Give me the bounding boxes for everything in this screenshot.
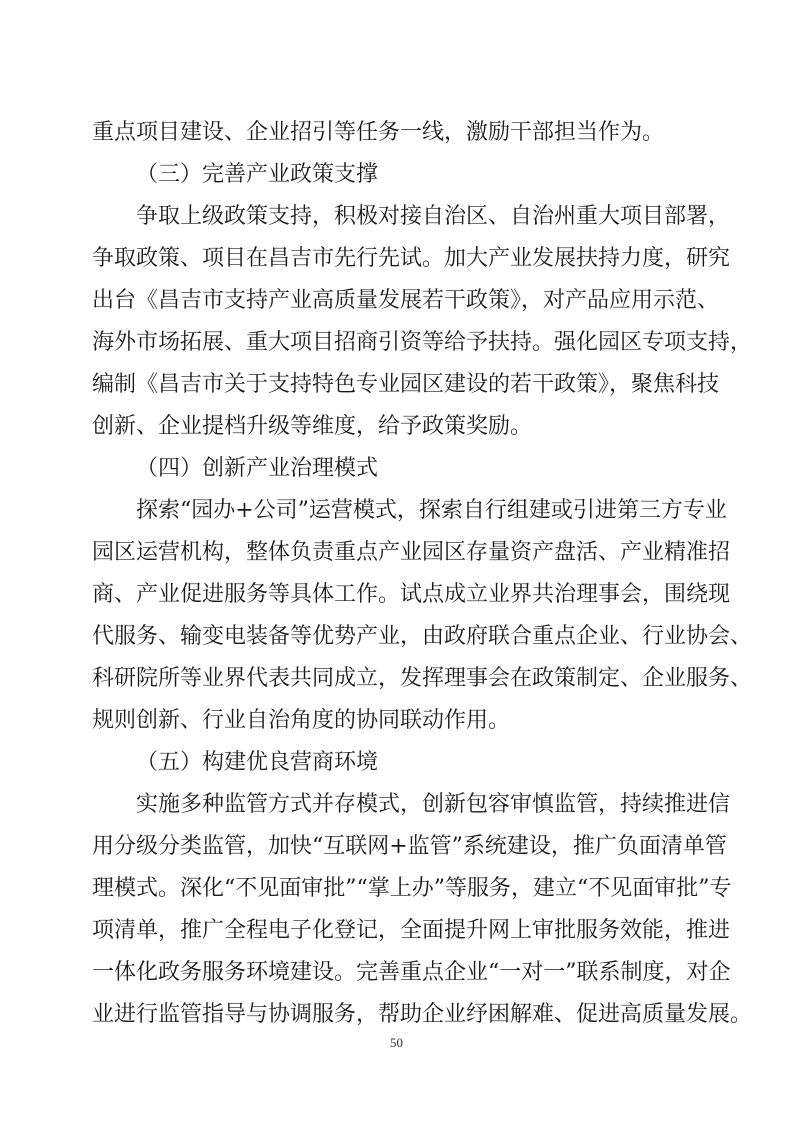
paragraph-line: 出台《昌吉市支持产业高质量发展若干政策》，对产品应用示范、 (92, 288, 720, 313)
paragraph-line: 项清单，推广全程电子化登记，全面提升网上审批服务效能，推进 (92, 918, 731, 943)
paragraph-line: 争取政策、项目在昌吉市先行先试。加大产业发展扶持力度，研究 (92, 246, 731, 271)
paragraph-line: 规则创新、行业自治角度的协同联动作用。 (92, 708, 511, 733)
paragraph-line: 海外市场拓展、重大项目招商引资等给予扶持。强化园区专项支持， (92, 330, 753, 355)
paragraph-line: 代服务、输变电装备等优势产业，由政府联合重点企业、行业协会、 (92, 624, 753, 649)
paragraph-line: 科研院所等业界代表共同成立，发挥理事会在政策制定、企业服务、 (92, 666, 753, 691)
section-heading-3: （三）完善产业政策支撑 (136, 162, 379, 187)
section-heading-4: （四）创新产业治理模式 (136, 456, 379, 481)
paragraph-line: 探索“园办+公司”运营模式，探索自行组建或引进第三方专业 (136, 498, 727, 523)
paragraph-line: 编制《昌吉市关于支持特色专业园区建设的若干政策》，聚焦科技 (92, 372, 720, 397)
paragraph-line: 业进行监管指导与协调服务，帮助企业纾困解难、促进高质量发展。 (92, 1002, 753, 1027)
paragraph-line: 争取上级政策支持，积极对接自治区、自治州重大项目部署， (136, 204, 731, 229)
paragraph-line: 商、产业促进服务等具体工作。试点成立业界共治理事会，围绕现 (92, 582, 731, 607)
section-heading-5: （五）构建优良营商环境 (136, 750, 379, 775)
paragraph-line: 重点项目建设、企业招引等任务一线，激励干部担当作为。 (92, 120, 665, 145)
paragraph-line: 创新、企业提档升级等维度，给予政策奖励。 (92, 414, 533, 439)
paragraph-line: 理模式。深化“不见面审批”“掌上办”等服务，建立“不见面审批”专 (92, 876, 732, 901)
paragraph-line: 园区运营机构，整体负责重点产业园区存量资产盘活、产业精准招 (92, 540, 731, 565)
paragraph-line: 实施多种监管方式并存模式，创新包容审慎监管，持续推进信 (136, 792, 731, 817)
paragraph-line: 一体化政务服务环境建设。完善重点企业“一对一”联系制度，对企 (92, 960, 731, 985)
page-number: 50 (390, 1035, 403, 1050)
body-text (92, 112, 753, 1036)
paragraph-line: 用分级分类监管，加快“互联网+监管”系统建设，推广负面清单管 (92, 834, 727, 859)
